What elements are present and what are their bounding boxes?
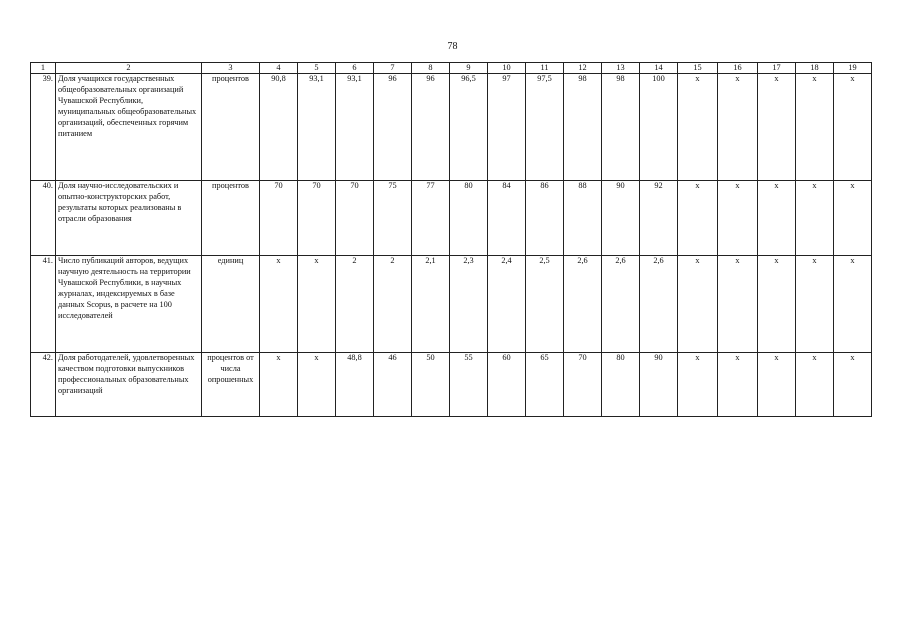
value-cell: x <box>834 353 872 417</box>
row-number: 42. <box>31 353 56 417</box>
table-body <box>31 74 872 417</box>
row-number: 39. <box>31 74 56 181</box>
indicator-name: Доля работодателей, удовлетворенных качеством подготовки выпускников профессиональных образовательных организаций <box>56 353 202 417</box>
table-row <box>31 181 872 256</box>
value-cell: x <box>758 353 796 417</box>
value-cell: 80 <box>602 353 640 417</box>
value-cell: 90 <box>602 181 640 256</box>
value-cell: x <box>678 181 718 256</box>
value-cell: 97,5 <box>526 74 564 181</box>
value-cell: x <box>718 353 758 417</box>
unit-cell: процентов от числа опрошенных <box>202 353 260 417</box>
value-cell: 2,4 <box>488 256 526 353</box>
value-cell: 90,8 <box>260 74 298 181</box>
value-cell: 100 <box>640 74 678 181</box>
value-cell: 96 <box>412 74 450 181</box>
indicator-name: Доля научно-исследовательских и опытно-конструкторских работ, результаты которых реализованы в отрасли образования <box>56 181 202 256</box>
value-cell: 96 <box>374 74 412 181</box>
value-cell: x <box>298 353 336 417</box>
value-cell: x <box>758 74 796 181</box>
column-header-2: 2 <box>56 63 202 74</box>
page-number: 78 <box>447 41 458 52</box>
unit-cell: процентов <box>202 181 260 256</box>
value-cell: 60 <box>488 353 526 417</box>
column-header-14: 14 <box>640 63 678 74</box>
value-cell: 70 <box>260 181 298 256</box>
value-cell: 80 <box>450 181 488 256</box>
value-cell: 86 <box>526 181 564 256</box>
value-cell: x <box>834 74 872 181</box>
value-cell: x <box>758 181 796 256</box>
value-cell: 70 <box>298 181 336 256</box>
unit-cell: процентов <box>202 74 260 181</box>
indicators-table <box>30 62 872 417</box>
value-cell: 2 <box>336 256 374 353</box>
column-header-1: 1 <box>31 63 56 74</box>
value-cell: 90 <box>640 353 678 417</box>
value-cell: 93,1 <box>336 74 374 181</box>
value-cell: x <box>678 74 718 181</box>
column-header-16: 16 <box>718 63 758 74</box>
table-header <box>31 63 872 74</box>
table-row <box>31 74 872 181</box>
column-header-9: 9 <box>450 63 488 74</box>
value-cell: x <box>260 256 298 353</box>
value-cell: 55 <box>450 353 488 417</box>
value-cell: x <box>718 181 758 256</box>
value-cell: 98 <box>564 74 602 181</box>
value-cell: 93,1 <box>298 74 336 181</box>
column-header-7: 7 <box>374 63 412 74</box>
value-cell: 96,5 <box>450 74 488 181</box>
column-header-15: 15 <box>678 63 718 74</box>
value-cell: x <box>298 256 336 353</box>
value-cell: x <box>718 74 758 181</box>
value-cell: 77 <box>412 181 450 256</box>
column-header-4: 4 <box>260 63 298 74</box>
value-cell: 2,1 <box>412 256 450 353</box>
table-row <box>31 256 872 353</box>
column-header-13: 13 <box>602 63 640 74</box>
value-cell: 70 <box>564 353 602 417</box>
column-header-3: 3 <box>202 63 260 74</box>
value-cell: x <box>796 256 834 353</box>
column-header-5: 5 <box>298 63 336 74</box>
value-cell: x <box>678 256 718 353</box>
value-cell: 50 <box>412 353 450 417</box>
column-header-10: 10 <box>488 63 526 74</box>
value-cell: x <box>796 353 834 417</box>
value-cell: 92 <box>640 181 678 256</box>
value-cell: 97 <box>488 74 526 181</box>
value-cell: x <box>260 353 298 417</box>
row-number: 40. <box>31 181 56 256</box>
value-cell: x <box>796 74 834 181</box>
value-cell: 2,5 <box>526 256 564 353</box>
value-cell: x <box>834 181 872 256</box>
value-cell: 48,8 <box>336 353 374 417</box>
value-cell: 65 <box>526 353 564 417</box>
column-header-6: 6 <box>336 63 374 74</box>
column-header-19: 19 <box>834 63 872 74</box>
column-header-8: 8 <box>412 63 450 74</box>
value-cell: x <box>678 353 718 417</box>
value-cell: 70 <box>336 181 374 256</box>
value-cell: 2,6 <box>564 256 602 353</box>
column-header-11: 11 <box>526 63 564 74</box>
value-cell: 2,6 <box>602 256 640 353</box>
column-header-17: 17 <box>758 63 796 74</box>
value-cell: 46 <box>374 353 412 417</box>
row-number: 41. <box>31 256 56 353</box>
indicator-name: Доля учащихся государственных общеобразовательных организаций Чувашской Республики, муниципальных общеобразовательных организаций, обеспеченных горячим питанием <box>56 74 202 181</box>
value-cell: x <box>758 256 796 353</box>
value-cell: 84 <box>488 181 526 256</box>
value-cell: 2,6 <box>640 256 678 353</box>
column-header-18: 18 <box>796 63 834 74</box>
header-row <box>31 63 872 74</box>
value-cell: 88 <box>564 181 602 256</box>
indicator-name: Число публикаций авторов, ведущих научную деятельность на территории Чувашской Республики, в научных журналах, индексируемых в базе данных Scopus, в расчете на 100 исследователей <box>56 256 202 353</box>
table-row <box>31 353 872 417</box>
value-cell: 2,3 <box>450 256 488 353</box>
value-cell: 75 <box>374 181 412 256</box>
value-cell: x <box>796 181 834 256</box>
value-cell: 2 <box>374 256 412 353</box>
value-cell: x <box>834 256 872 353</box>
value-cell: 98 <box>602 74 640 181</box>
column-header-12: 12 <box>564 63 602 74</box>
unit-cell: единиц <box>202 256 260 353</box>
value-cell: x <box>718 256 758 353</box>
